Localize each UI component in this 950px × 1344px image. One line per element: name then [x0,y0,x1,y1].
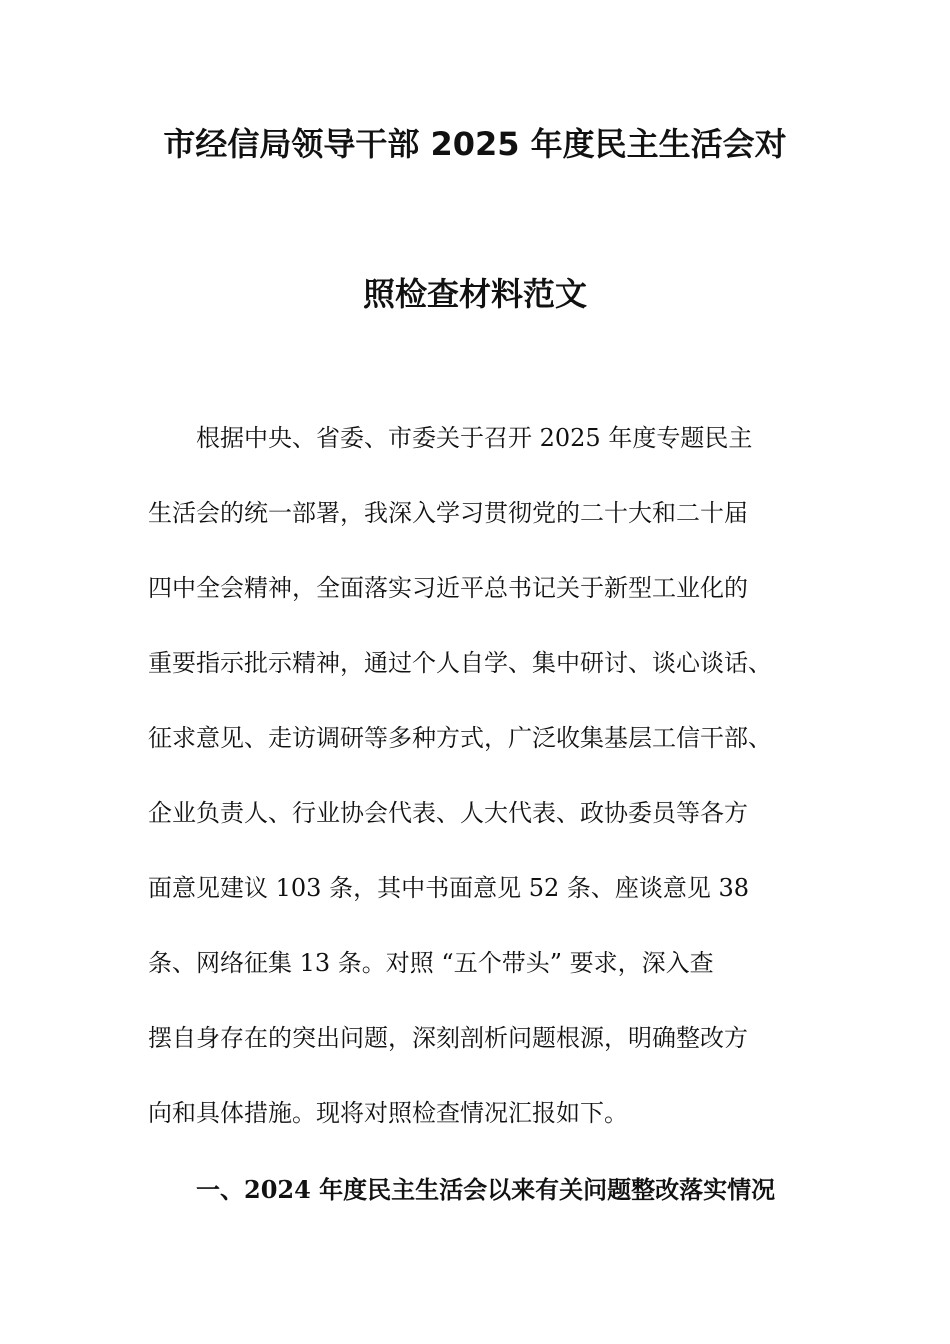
section-heading-1: 一、2024 年度民主生活会以来有关问题整改落实情况 [196,1175,776,1204]
paragraph-line: 企业负责人、行业协会代表、人大代表、政协委员等各方 [148,799,748,827]
paragraph-line: 生活会的统一部署，我深入学习贯彻党的二十大和二十届 [148,499,748,527]
document-title-line-2: 照检查材料范文 [362,275,587,313]
document-title-line-1: 市经信局领导干部 2025 年度民主生活会对 [163,125,787,163]
paragraph-line: 征求意见、走访调研等多种方式，广泛收集基层工信干部、 [148,724,772,752]
paragraph-line: 面意见建议 103 条，其中书面意见 52 条、座谈意见 38 [148,874,750,902]
paragraph-line: 根据中央、省委、市委关于召开 2025 年度专题民主 [148,424,753,452]
paragraph-line: 摆自身存在的突出问题，深刻剖析问题根源，明确整改方 [148,1024,748,1052]
paragraph-line: 四中全会精神，全面落实习近平总书记关于新型工业化的 [148,574,748,602]
paragraph-line: 重要指示批示精神，通过个人自学、集中研讨、谈心谈话、 [148,649,772,677]
paragraph-line: 向和具体措施。现将对照检查情况汇报如下。 [148,1099,628,1127]
paragraph-line: 条、网络征集 13 条。对照 “五个带头” 要求，深入查 [148,949,714,977]
